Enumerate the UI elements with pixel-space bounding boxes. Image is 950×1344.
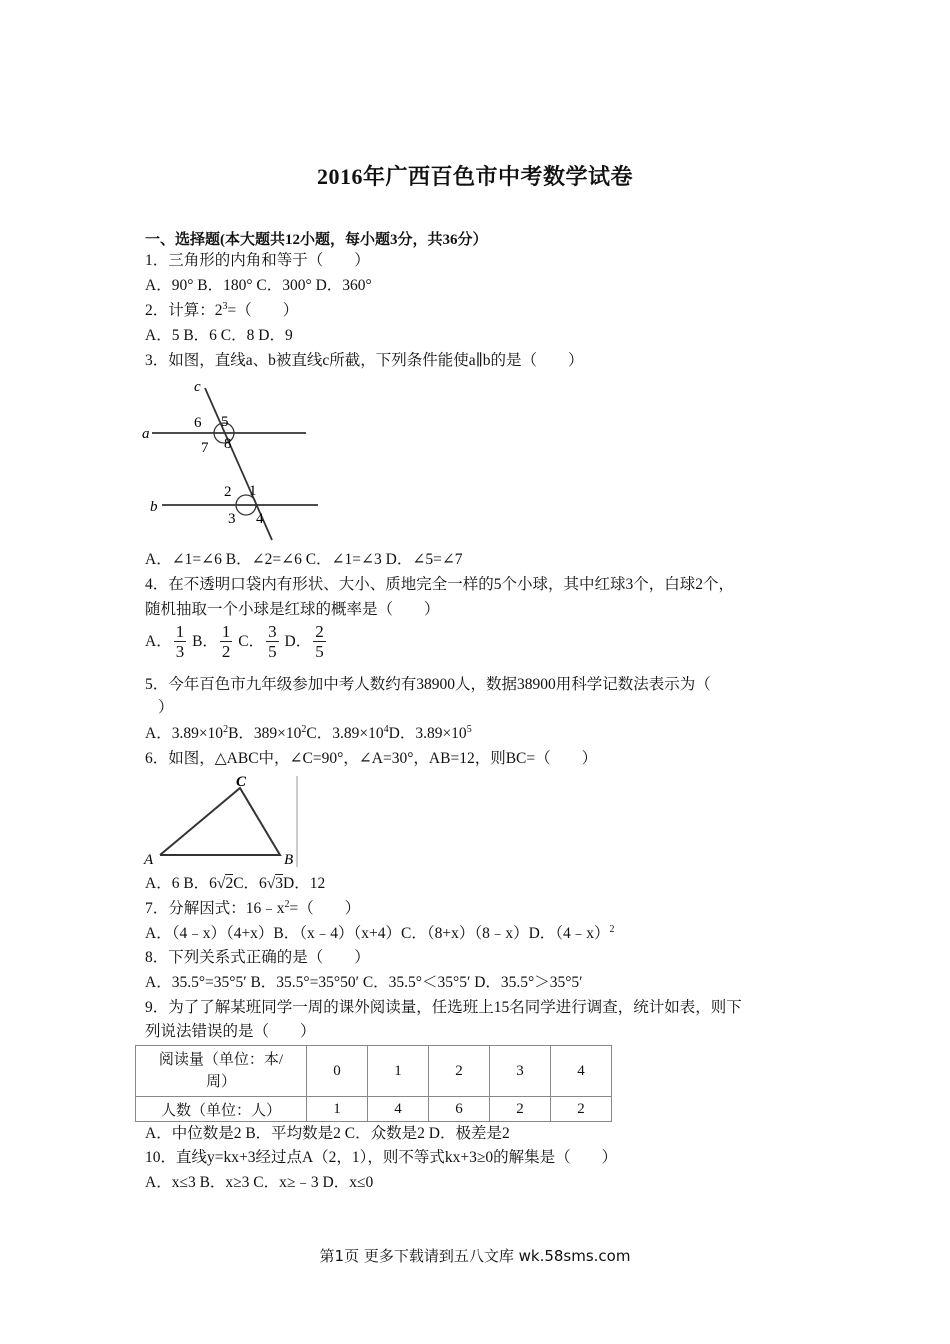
fraction-c: $\frac{3}{5}$ (268, 622, 277, 661)
question-9-stem-line1: 9．为了了解某班同学一周的课外阅读量，任选班上15名同学进行调查，统计如表，则下 (145, 999, 742, 1016)
fraction-a: $\frac{1}{3}$ (175, 622, 185, 661)
line-c-label: c (194, 379, 201, 395)
question-4-stem-line2: 随机抽取一个小球是红球的概率是（ ） (145, 601, 440, 618)
triangle-figure (140, 772, 305, 872)
question-6-stem: 6．如图，△ABC中，∠C=90°，∠A=30°，AB=12，则BC=（ ） (145, 750, 598, 767)
question-8-options: A．35.5°=35°5′ B．35.5°=35°50′ C．35.5°＜35°5′ D．35.5°＞35°5′ (145, 974, 583, 991)
question-3-options: A．∠1=∠6 B．∠2=∠6 C．∠1=∠3 D．∠5=∠7 (145, 551, 463, 568)
table-cell: 4 (368, 1097, 429, 1122)
vertex-a-label: A (144, 852, 154, 868)
question-10-options: A．x≤3 B．x≥3 C．x≥﹣3 D．x≤0 (145, 1174, 374, 1191)
question-8-stem: 8．下列关系式正确的是（ ） (145, 949, 370, 966)
question-6-options: A．6 B．6√2C．6√3D．12 (145, 875, 326, 892)
question-1-stem: 1．三角形的内角和等于（ ） (145, 252, 370, 269)
sqrt-icon: √ (216, 875, 226, 892)
angle-7-label: 7 (201, 440, 209, 456)
angle-8-label: 8 (224, 436, 232, 452)
fraction-b: $\frac{1}{2}$ (221, 622, 231, 661)
question-1-options: A．90° B．180° C．300° D．360° (145, 277, 372, 294)
reading-table (135, 1045, 612, 1122)
table-cell: 2 (551, 1097, 612, 1122)
table-cell: 3 (490, 1046, 551, 1097)
question-2-options: A．5 B．6 C．8 D．9 (145, 327, 293, 344)
line-b-label: b (150, 499, 158, 515)
angle-2-label: 2 (224, 484, 232, 500)
table-row-label: 人数（单位：人） (136, 1097, 307, 1122)
vertex-b-label: B (284, 852, 294, 868)
page-footer: 第1页 更多下载请到五八文库 wk.58sms.com (319, 1247, 631, 1265)
angle-1-label: 1 (249, 483, 257, 499)
table-cell: 1 (368, 1046, 429, 1097)
page-title: 2016年广西百色市中考数学试卷 (316, 164, 633, 189)
question-9-stem-line2: 列说法错误的是（ ） (145, 1023, 316, 1040)
angle-6-label: 6 (194, 415, 202, 431)
table-cell: 2 (429, 1046, 490, 1097)
sqrt-icon: √ (266, 875, 276, 892)
question-5-stem-line1: 5．今年百色市九年级参加中考人数约有38900人，数据38900用科学记数法表示为（ (145, 676, 711, 693)
vertex-c-label: C (236, 774, 247, 790)
parallel-lines-figure (140, 378, 330, 543)
table-cell: 1 (307, 1097, 368, 1122)
question-3-stem: 3．如图，直线a、b被直线c所截，下列条件能使a∥b的是（ ） (145, 352, 584, 369)
question-4-options: A． $\frac{1}{3}$ B． $\frac{1}{2}$ C． $\frac{3}{5}$ D． $\frac{2}{5}$ (145, 622, 324, 661)
question-9-options: A．中位数是2 B．平均数是2 C．众数是2 D．极差是2 (145, 1125, 510, 1142)
table-cell: 4 (551, 1046, 612, 1097)
angle-3-label: 3 (228, 511, 236, 527)
table-cell: 6 (429, 1097, 490, 1122)
angle-5-label: 5 (221, 414, 229, 430)
line-a-label: a (142, 426, 150, 442)
fraction-d: $\frac{2}{5}$ (315, 622, 324, 661)
section-heading: 一、选择题(本大题共12小题，每小题3分，共36分） (145, 232, 488, 248)
angle-4-label: 4 (256, 511, 264, 527)
question-7-options: A．（4﹣x）（4+x）B．（x﹣4）（x+4）C．（8+x）（8﹣x）D．（4﹣x）$^2$ (145, 923, 615, 942)
question-2-stem: 2．计算：$2^3=$（ ） (145, 300, 299, 319)
question-5-stem-line2: ） (158, 699, 174, 716)
table-cell: 2 (490, 1097, 551, 1122)
table-header-label: 阅读量（单位：本/ 周） (136, 1046, 307, 1097)
table-cell: 0 (307, 1046, 368, 1097)
question-10-stem: 10．直线y=kx+3经过点A（2，1），则不等式kx+3≥0的解集是（ ） (145, 1149, 618, 1166)
question-7-stem: 7．分解因式：$16﹣x^2=$（ ） (145, 898, 361, 917)
question-5-options: A．$3.89\times 10^2B$．$389\times 10^2C$．$3.89\times 10^4D$．$3.89\times 10^5$ (145, 723, 472, 742)
question-4-stem-line1: 4．在不透明口袋内有形状、大小、质地完全一样的5个小球，其中红球3个，白球2个， (145, 576, 735, 593)
